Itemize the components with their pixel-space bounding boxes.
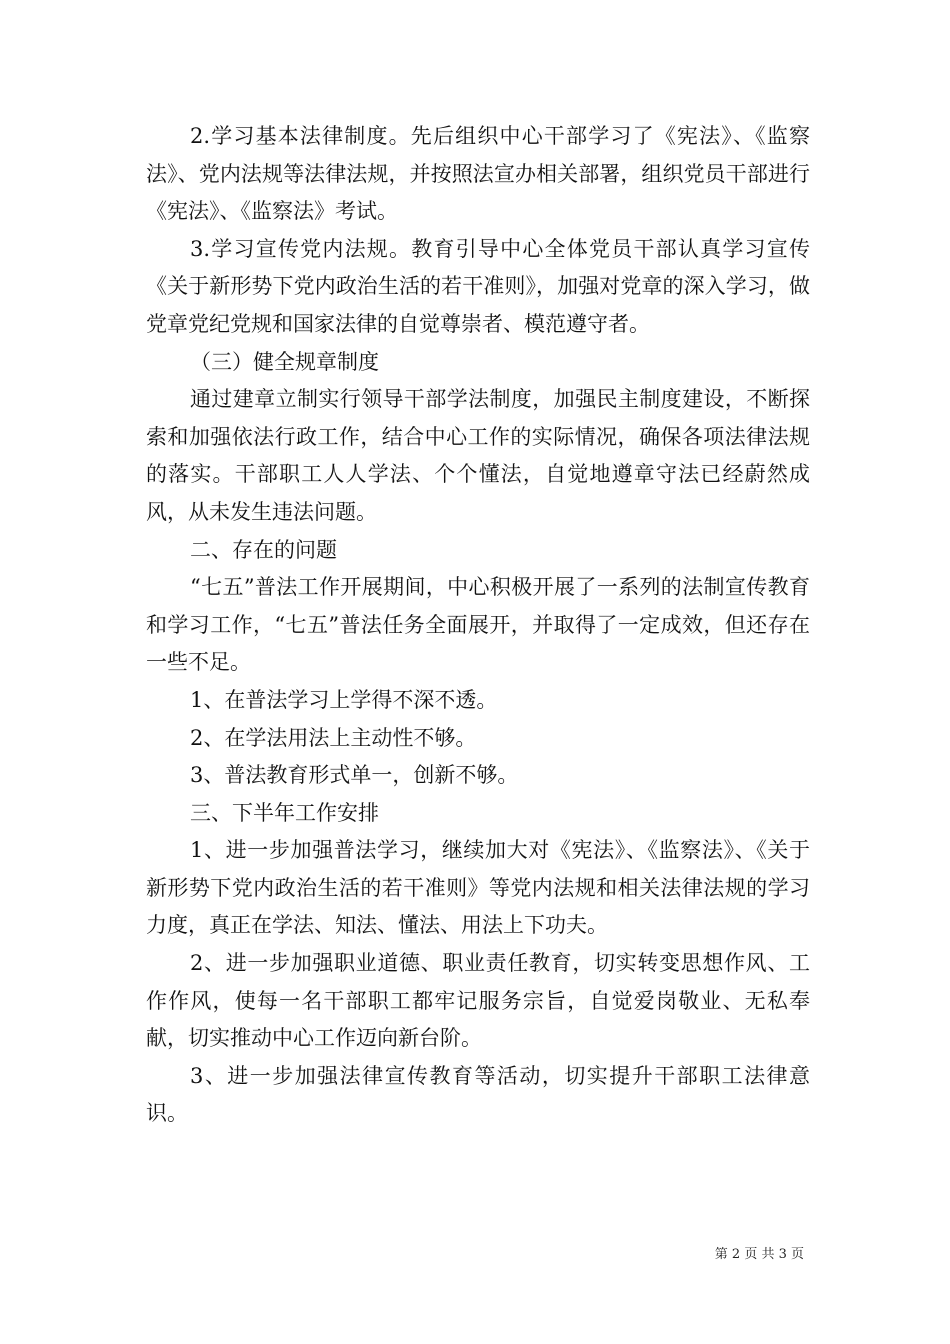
list-item-plan-2: 2、进一步加强职业道德、职业责任教育，切实转变思想作风、工作作风，使每一名干部职工都牢记服务宗旨，自觉爱岗敬业、无私奉献，切实推动中心工作迈向新台阶。: [146, 951, 810, 1051]
list-item-plan-1: 1、进一步加强普法学习，继续加大对《宪法》、《监察法》、《关于新形势下党内政治生活的若干准则》等党内法规和相关法律法规的学习力度，真正在学法、知法、懂法、用法上下功夫。: [146, 838, 810, 938]
page-number-footer: 第 2 页 共 3 页: [714, 1247, 804, 1262]
heading-existing-problems: 二、存在的问题: [190, 537, 337, 562]
list-item-problem-2: 2、在学法用法上主动性不够。: [190, 725, 477, 750]
list-item-problem-1: 1、在普法学习上学得不深不透。: [190, 687, 498, 712]
heading-second-half-plan: 三、下半年工作安排: [190, 800, 379, 825]
paragraph-study-party-regulations: 3.学习宣传党内法规。教育引导中心全体党员干部认真学习宣传《关于新形势下党内政治生活的若干准则》，加强对党章的深入学习，做党章党纪党规和国家法律的自觉尊崇者、模范遵守者。: [146, 236, 810, 336]
document-body: [146, 118, 810, 1133]
paragraph-rules-system: 通过建章立制实行领导干部学法制度，加强民主制度建设，不断探索和加强依法行政工作，结合中心工作的实际情况，确保各项法律法规的落实。干部职工人人学法、个个懂法，自觉地遵章守法已经蔚然成风，从未发生违法问题。: [146, 387, 810, 524]
list-item-problem-3: 3、普法教育形式单一，创新不够。: [190, 763, 519, 788]
heading-improve-rules: （三）健全规章制度: [190, 349, 379, 374]
paragraph-problems-intro: “七五”普法工作开展期间，中心积极开展了一系列的法制宣传教育和学习工作，“七五”普法任务全面展开，并取得了一定成效，但还存在一些不足。: [146, 575, 810, 675]
list-item-plan-3: 3、进一步加强法律宣传教育等活动，切实提升干部职工法律意识。: [146, 1063, 810, 1126]
paragraph-study-basic-law: 2.学习基本法律制度。先后组织中心干部学习了《宪法》、《监察法》、党内法规等法律法规，并按照法宣办相关部署，组织党员干部进行《宪法》、《监察法》考试。: [146, 124, 810, 224]
